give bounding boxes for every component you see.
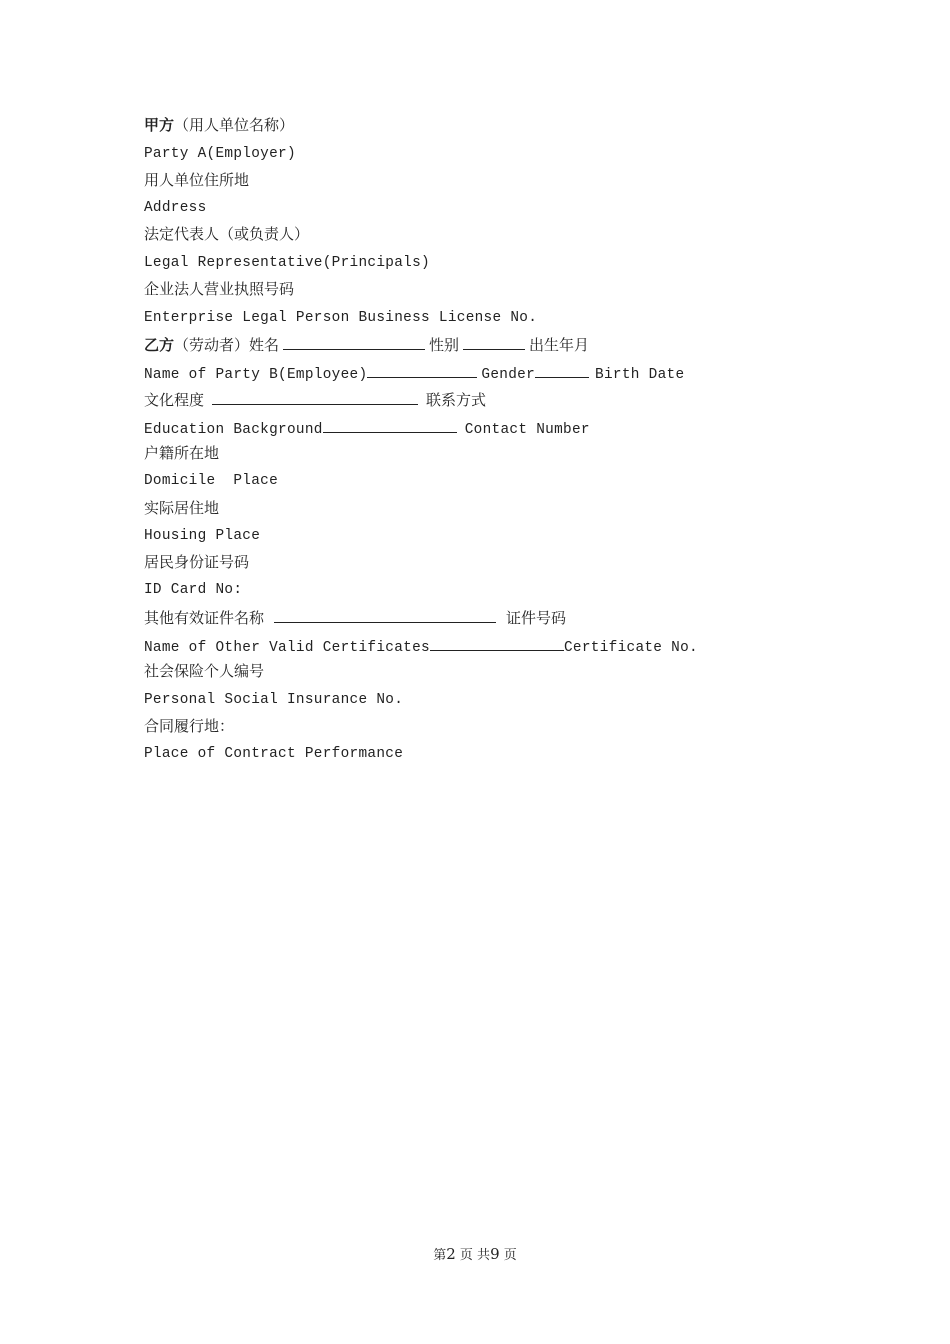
- education-row-en: [144, 418, 590, 439]
- gender-label: 性别: [429, 336, 460, 354]
- education-row: [144, 390, 486, 409]
- education-blank[interactable]: [212, 390, 418, 405]
- domicile-label-en: Domicile Place: [144, 473, 279, 489]
- gender-label-en: Gender: [481, 367, 536, 383]
- footer-mid: 页 共: [459, 1248, 491, 1263]
- footer-total-pages: 9: [490, 1245, 500, 1263]
- party-a-label-rest: （用人单位名称）: [174, 116, 295, 134]
- name-label-en: Name of Party B(Employee): [144, 367, 368, 383]
- gender-blank[interactable]: [463, 335, 525, 350]
- page-footer: [0, 1244, 950, 1263]
- education-label: 文化程度: [144, 391, 205, 409]
- name-blank[interactable]: [283, 335, 425, 350]
- party-b-name-label: （劳动者）姓名: [174, 336, 280, 354]
- housing-label: 实际居住地: [144, 499, 220, 517]
- footer-post: 页: [503, 1248, 517, 1263]
- contact-label-en: Contact Number: [464, 422, 590, 438]
- contract-place-label: 合同履行地：: [144, 717, 235, 735]
- party-a-bold: 甲方: [144, 116, 175, 134]
- education-blank-en[interactable]: [323, 418, 457, 433]
- education-label-en: Education Background: [144, 422, 323, 438]
- address-label-en: Address: [144, 200, 207, 216]
- footer-page-number: 2: [446, 1245, 456, 1263]
- representative-label: 法定代表人（或负责人）: [144, 225, 310, 243]
- other-cert-row-en: [144, 636, 698, 657]
- address-label: 用人单位住所地: [144, 171, 250, 189]
- id-card-label: 居民身份证号码: [144, 553, 250, 571]
- gender-blank-en[interactable]: [535, 363, 589, 378]
- party-b-bold: 乙方: [144, 336, 175, 354]
- party-a-label-en: Party A(Employer): [144, 146, 296, 162]
- other-cert-blank[interactable]: [274, 608, 496, 623]
- domicile-label: 户籍所在地: [144, 444, 220, 462]
- other-cert-blank-en[interactable]: [430, 636, 564, 651]
- id-card-label-en: ID Card No:: [144, 582, 243, 598]
- party-b-row: [144, 335, 589, 354]
- other-cert-label: 其他有效证件名称: [144, 609, 265, 627]
- cert-no-label: 证件号码: [506, 609, 567, 627]
- birth-label-en: Birth Date: [595, 367, 685, 383]
- representative-label-en: Legal Representative(Principals): [144, 255, 430, 271]
- license-label-en: Enterprise Legal Person Business License No.: [144, 310, 538, 326]
- name-blank-en[interactable]: [367, 363, 477, 378]
- footer-pre: 第: [433, 1248, 447, 1263]
- other-cert-label-en: Name of Other Valid Certificates: [144, 640, 430, 656]
- social-insurance-label: 社会保险个人编号: [144, 662, 265, 680]
- license-label: 企业法人营业执照号码: [144, 280, 295, 298]
- party-b-row-en: [144, 363, 684, 384]
- housing-label-en: Housing Place: [144, 528, 261, 544]
- party-a-label: [144, 116, 294, 134]
- contract-place-label-en: Place of Contract Performance: [144, 746, 404, 762]
- cert-no-label-en: Certificate No.: [563, 640, 698, 656]
- other-cert-row: [144, 608, 566, 627]
- social-insurance-label-en: Personal Social Insurance No.: [144, 692, 404, 708]
- birth-label: 出生年月: [529, 336, 590, 354]
- contact-label: 联系方式: [426, 391, 487, 409]
